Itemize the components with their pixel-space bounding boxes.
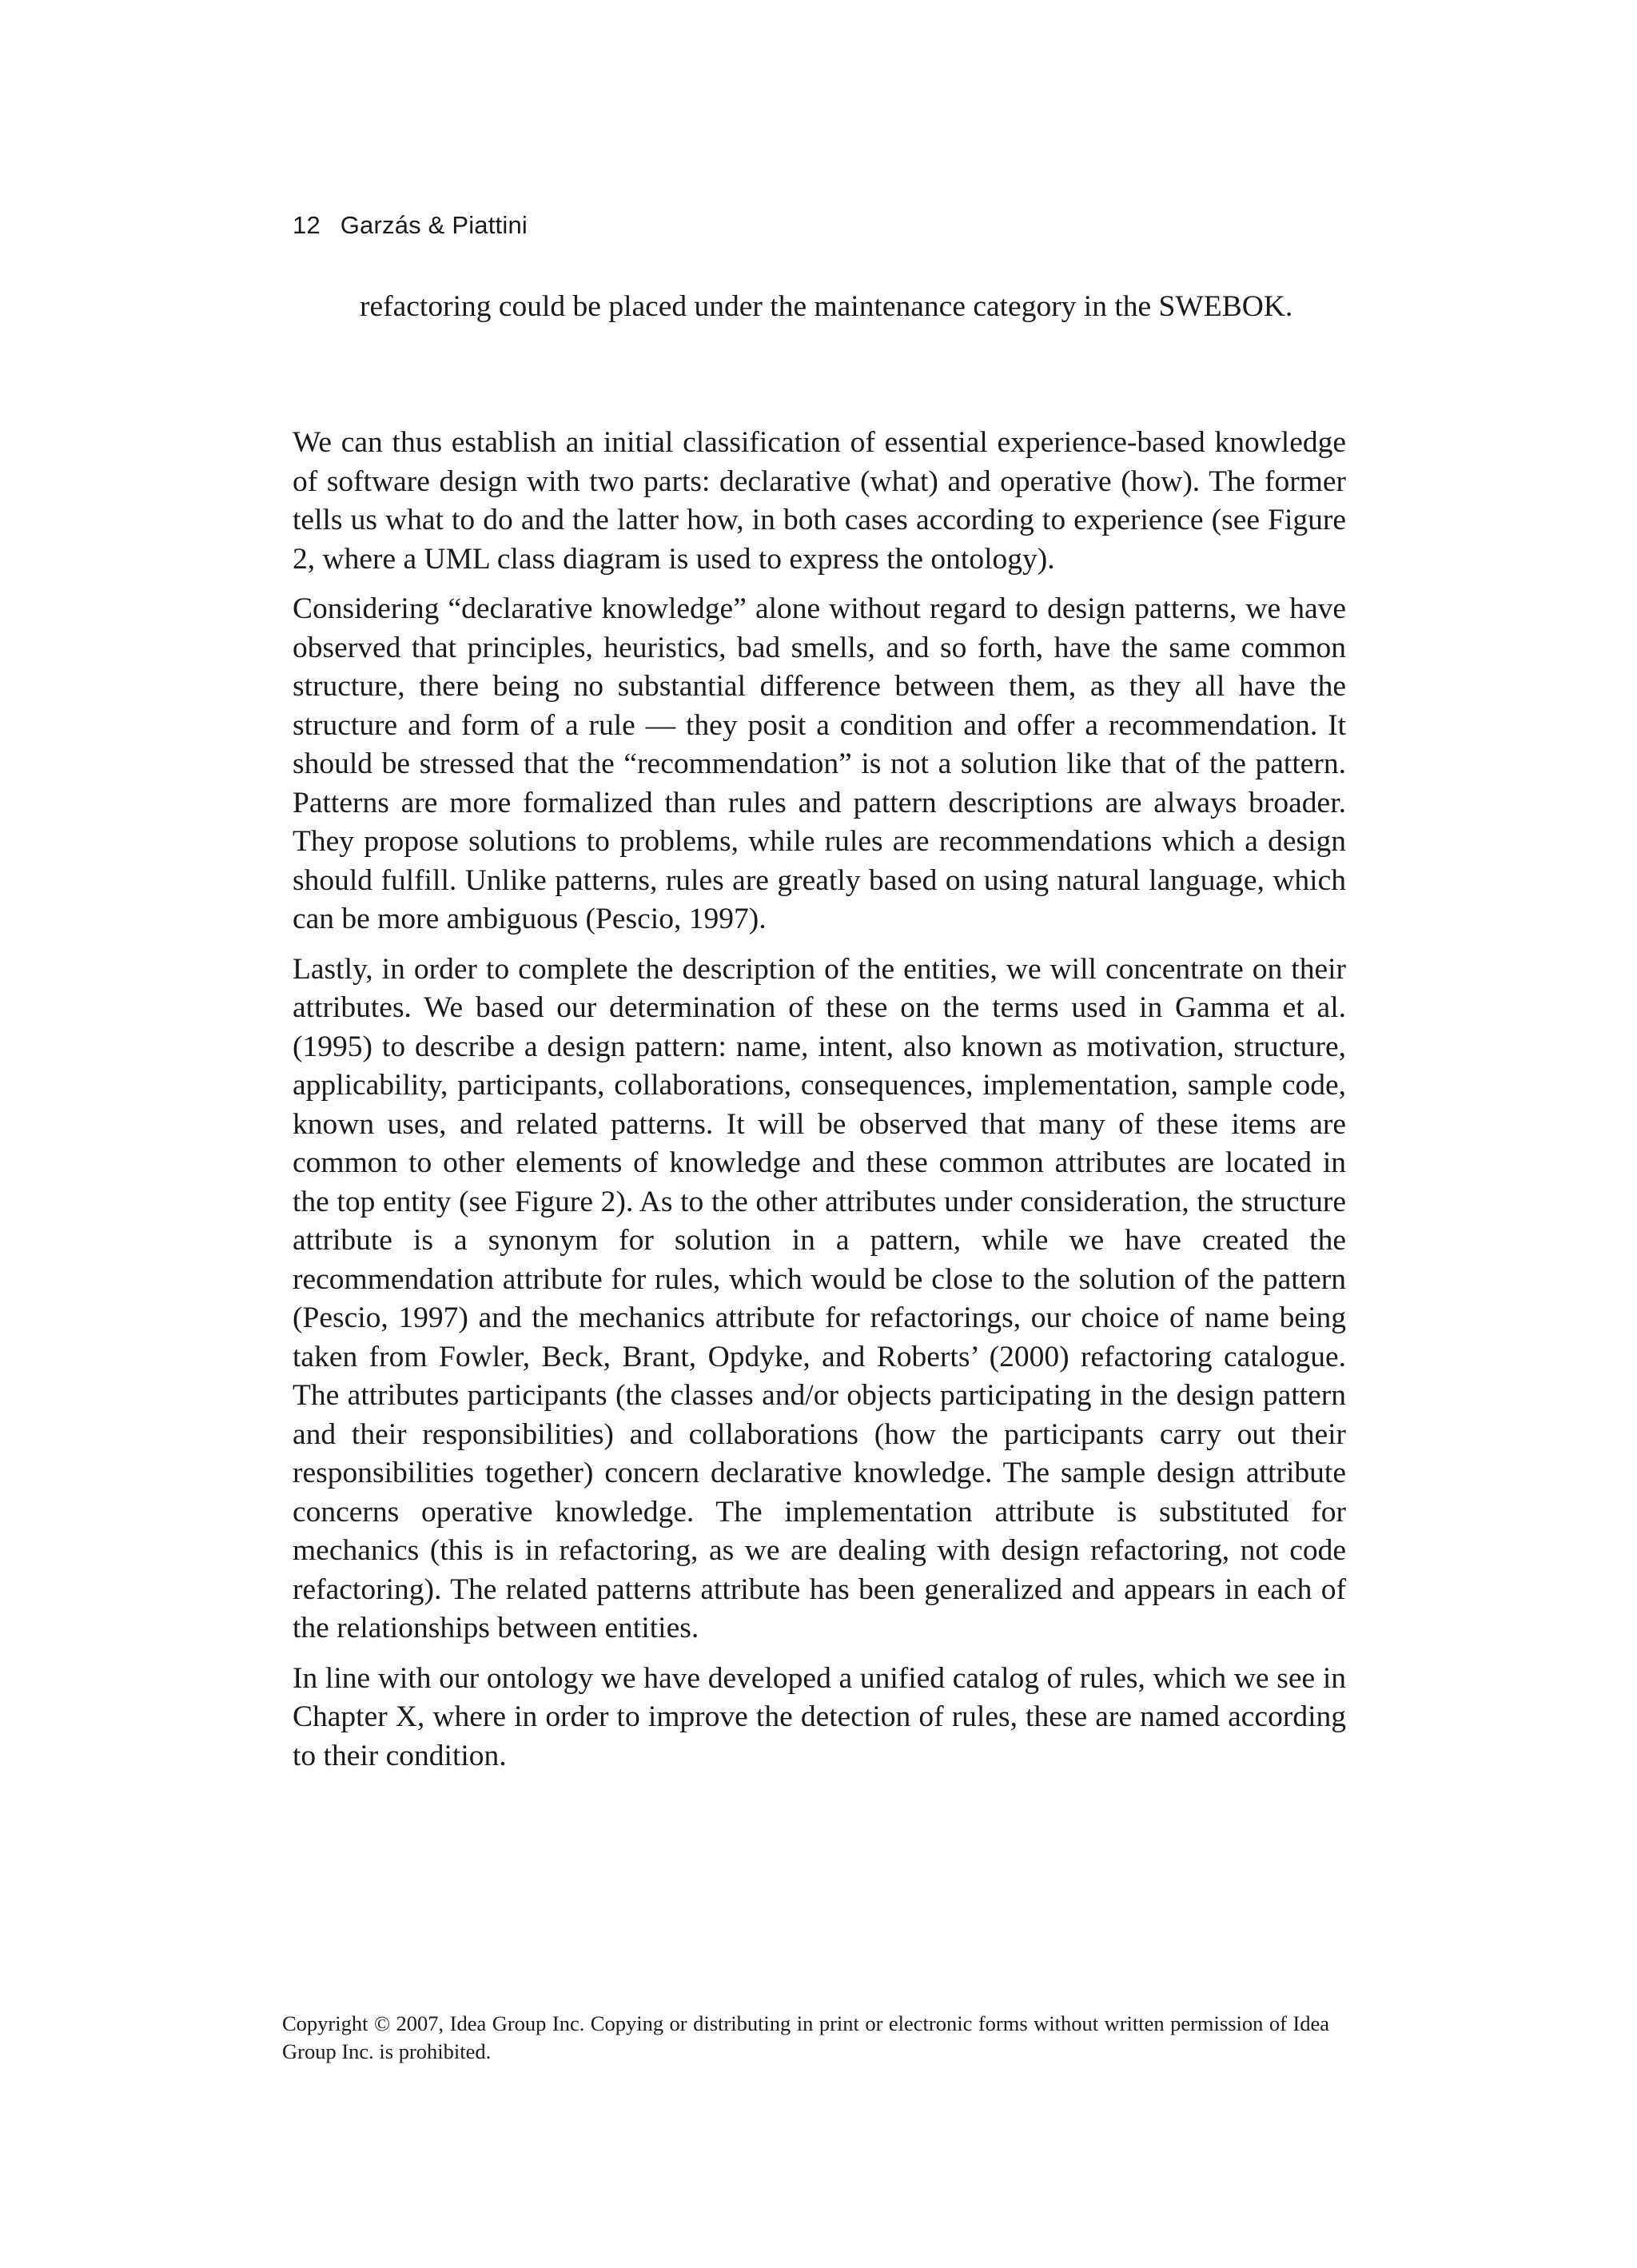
paragraph: In line with our ontology we have developed a unified catalog of rules, which we see in Chapter X, where in order to improve the detection of rules, these are named according to their condition.: [293, 1661, 1346, 1772]
paragraph: Lastly, in order to complete the description of the entities, we will concentrate on their attributes. We based our determination of these on the terms used in Gamma et al. (1995) to describe a design pattern: name, intent, also known as motivation, structure, applicability, participants, collaborations, consequences, implementation, sample code, known uses, and related patterns. It will be observed that many of these items are common to other elements of knowledge and these common attributes are located in the top entity (see Figure 2). As to the other attributes under consideration, the structure attribute is a synonym for solution in a pattern, while we have created the recommendation attribute for rules, which would be close to the solution of the pattern (Pescio, 1997) and the mechanics attribute for refactorings, our choice of name being taken from Fowler, Beck, Brant, Opdyke, and Roberts’ (2000) refactoring catalogue. The attributes participants (the classes and/or objects participating in the design pattern and their responsibilities) and collaborations (how the participants carry out their responsibilities together) concern declarative knowledge. The sample design attribute concerns operative knowledge. The implementation attribute is substituted for mechanics (this is in refactoring, as we are dealing with design refactoring, not code refactoring). The related patterns attribute has been generalized and appears in each of the relationships between entities.: [293, 952, 1346, 1644]
carryover-text: refactoring could be placed under the maintenance category in the SWEBOK.: [360, 290, 1293, 323]
running-head: [293, 209, 528, 241]
copyright-notice: Copyright © 2007, Idea Group Inc. Copying or distributing in print or electronic forms without written permission of Idea Group Inc. is prohibited.: [282, 2011, 1329, 2063]
running-head-authors: Garzás & Piattini: [340, 211, 528, 239]
page-number: 12: [293, 211, 321, 239]
paragraph: We can thus establish an initial classification of essential experience-based knowledge of software design with two parts: declarative (what) and operative (how). The former tells us what to do and the latter how, in both cases according to experience (see Figure 2, where a UML class diagram is used to express the ontology).: [293, 426, 1346, 576]
paragraph: Considering “declarative knowledge” alone without regard to design patterns, we have observed that principles, heuristics, bad smells, and so forth, have the same common structure, there being no substantial difference between them, as they all have the structure and form of a rule — they posit a condition and offer a recommendation. It should be stressed that the “recommendation” is not a solution like that of the pattern. Patterns are more formalized than rules and pattern descriptions are always broader. They propose solutions to problems, while rules are recommendations which a design should fulfill. Unlike patterns, rules are greatly based on using natural language, which can be more ambiguous (Pescio, 1997).: [293, 592, 1346, 935]
body-text: [293, 424, 1346, 1787]
